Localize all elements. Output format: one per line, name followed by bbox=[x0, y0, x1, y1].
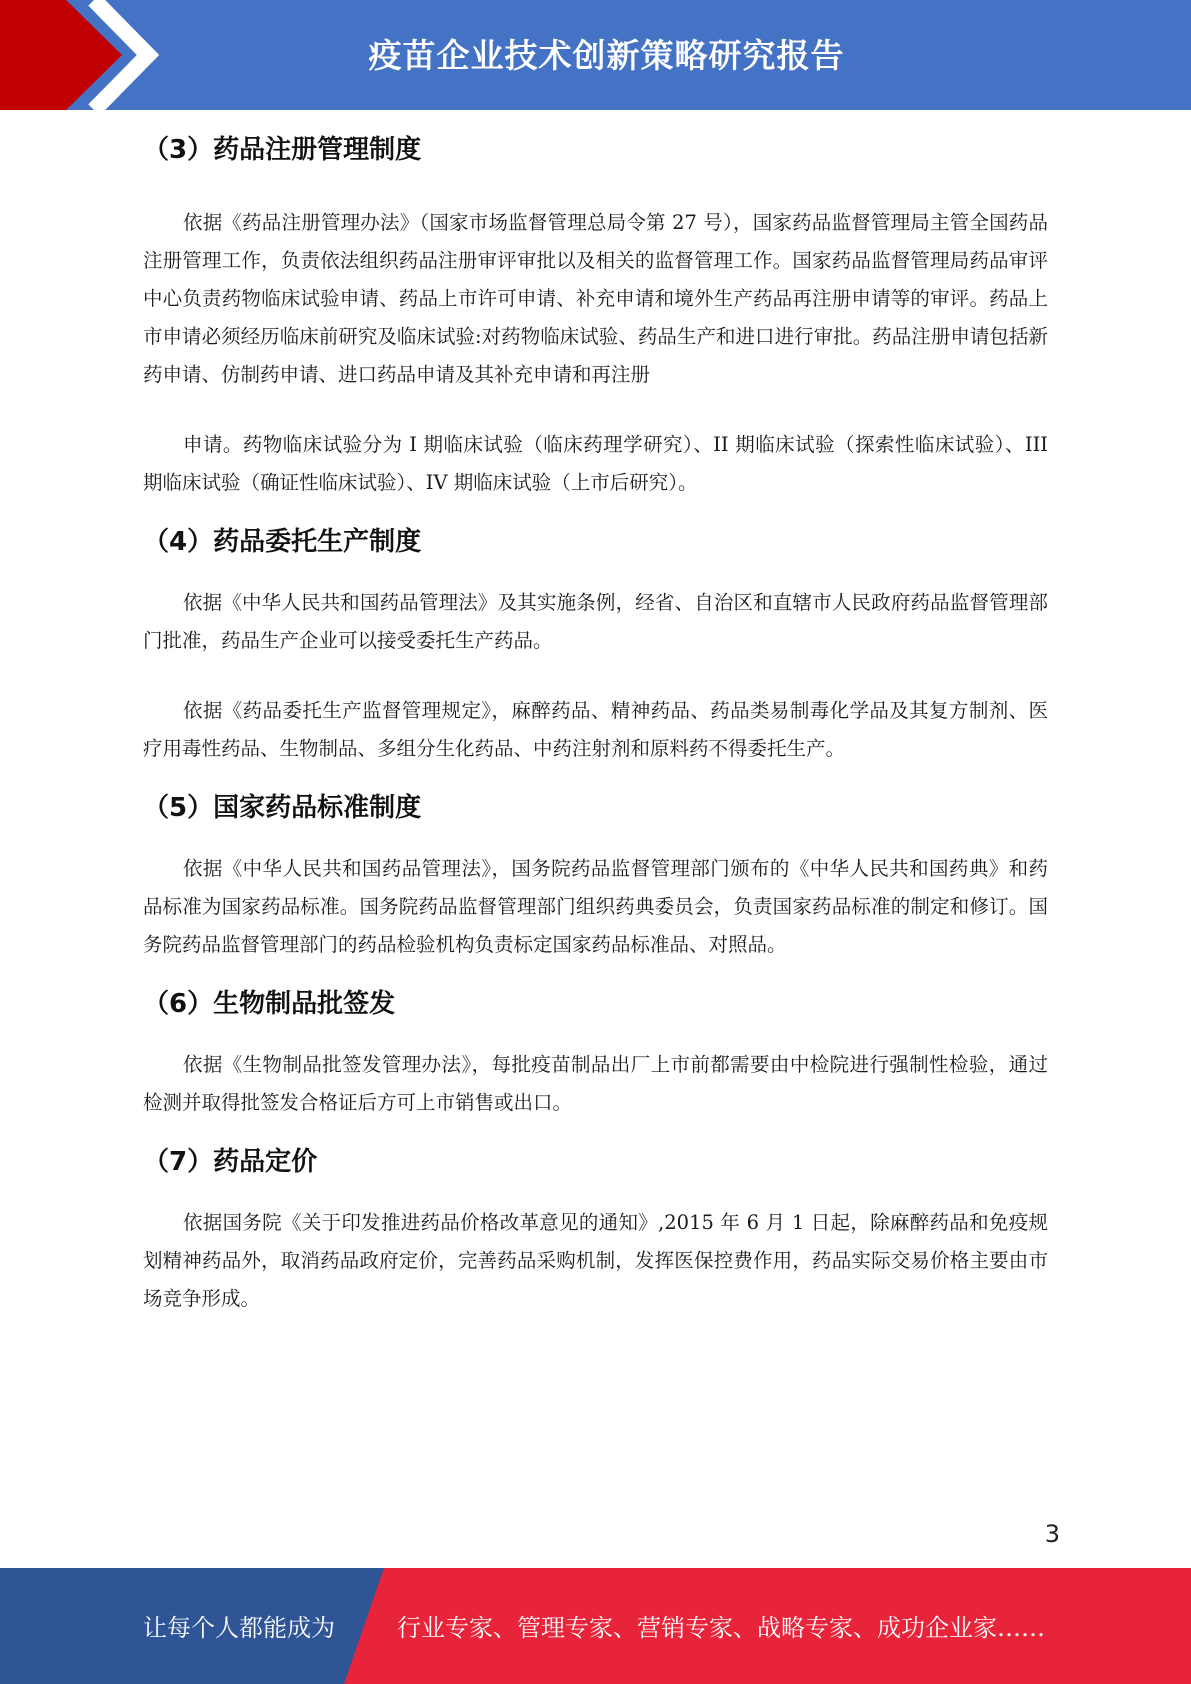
body-paragraph: 依据《药品委托生产监督管理规定》，麻醉药品、精神药品、药品类易制毒化学品及其复方制剂、医疗用毒性药品、生物制品、多组分生化药品、中药注射剂和原料药不得委托生产。 bbox=[143, 699, 1048, 760]
body-paragraph: 依据《生物制品批签发管理办法》，每批疫苗制品出厂上市前都需要由中检院进行强制性检验，通过检测并取得批签发合格证后方可上市销售或出口。 bbox=[143, 1053, 1048, 1114]
body-paragraph: 依据《中华人民共和国药品管理法》及其实施条例，经省、自治区和直辖市人民政府药品监督管理部门批准，药品生产企业可以接受委托生产药品。 bbox=[143, 591, 1048, 652]
section-heading: （7）药品定价 bbox=[143, 1147, 318, 1177]
document-body bbox=[143, 132, 1048, 1318]
body-paragraph: 依据《药品注册管理办法》（国家市场监督管理总局令第 27 号），国家药品监督管理局主管全国药品注册管理工作，负责依法组织药品注册审评审批以及相关的监督管理工作。国家药品监督管理局药品审评中心负责药物临床试验申请、药品上市许可申请、补充申请和境外生产药品再注册申请等的审评。药品上市申请必须经历临床前研究及临床试验:对药物临床试验、药品生产和进口进行审批。药品注册申请包括新药申请、仿制药申请、进口药品申请及其补充申请和再注册 bbox=[143, 211, 1048, 386]
footer-slogan-left: 让每个人都能成为 bbox=[143, 1614, 335, 1642]
section-heading: （4）药品委托生产制度 bbox=[143, 527, 422, 557]
section-heading: （5）国家药品标准制度 bbox=[143, 793, 422, 823]
header-title: 疫苗企业技术创新策略研究报告 bbox=[368, 36, 845, 75]
page-header bbox=[0, 0, 1191, 110]
section-heading: （6）生物制品批签发 bbox=[143, 989, 396, 1019]
page-number: 3 bbox=[1044, 1520, 1060, 1548]
section-heading: （3）药品注册管理制度 bbox=[143, 135, 422, 165]
body-paragraph: 依据国务院《关于印发推进药品价格改革意见的通知》,2015 年 6 月 1 日起，除麻醉药品和免疫规划精神药品外，取消药品政府定价，完善药品采购机制，发挥医保控费作用，药品实际交易价格主要由市场竞争形成。 bbox=[143, 1211, 1048, 1310]
footer-slogan-right: 行业专家、管理专家、营销专家、战略专家、成功企业家…… bbox=[397, 1614, 1045, 1642]
page-footer bbox=[0, 1568, 1191, 1684]
body-paragraph: 依据《中华人民共和国药品管理法》，国务院药品监督管理部门颁布的《中华人民共和国药典》和药品标准为国家药品标准。国务院药品监督管理部门组织药典委员会，负责国家药品标准的制定和修订。国务院药品监督管理部门的药品检验机构负责标定国家药品标准品、对照品。 bbox=[143, 857, 1048, 956]
body-paragraph: 申请。药物临床试验分为 I 期临床试验（临床药理学研究）、II 期临床试验（探索性临床试验）、III 期临床试验（确证性临床试验）、IV 期临床试验（上市后研究）。 bbox=[143, 433, 1048, 494]
